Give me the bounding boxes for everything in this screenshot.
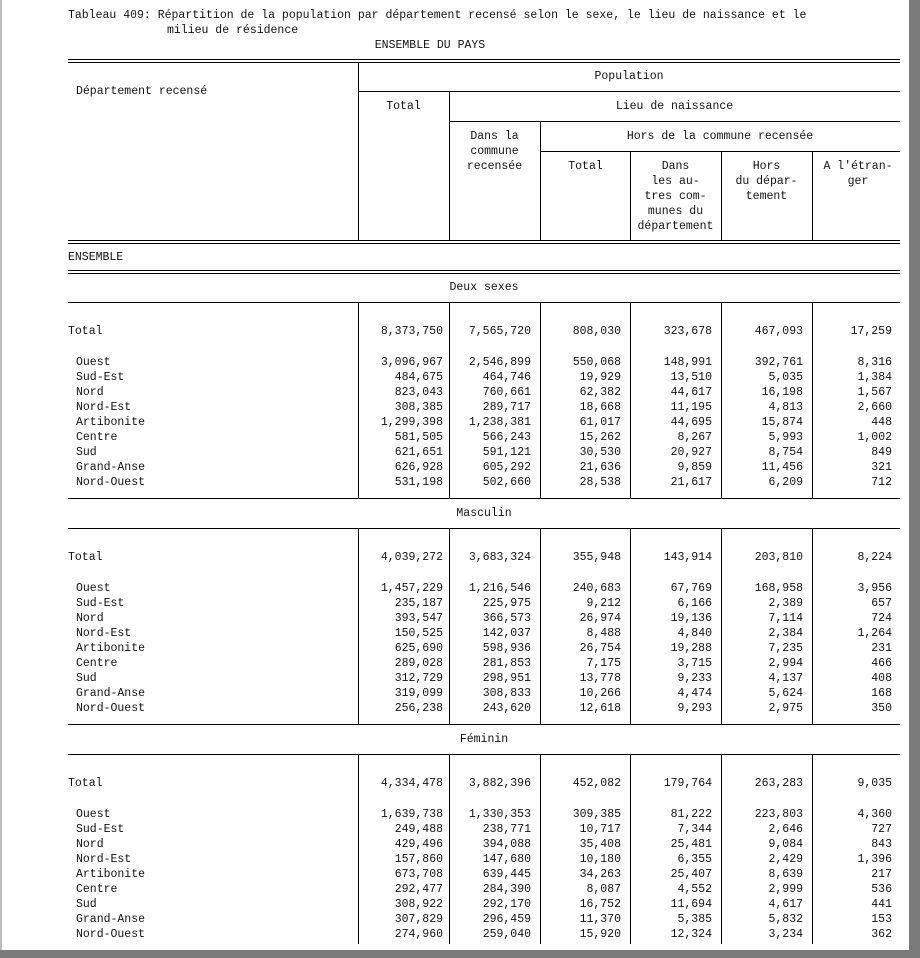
header-dans-autres-5: département	[637, 220, 714, 233]
table-cell: 15,874	[761, 416, 803, 429]
rule-under-lieu	[449, 121, 900, 122]
table-cell: 34,263	[579, 868, 621, 881]
table-cell: 296,459	[482, 913, 531, 926]
header-hors-total: Total	[568, 160, 603, 173]
section-top-rule	[68, 724, 900, 725]
table-cell: 153	[871, 913, 892, 926]
section-label-rule	[68, 528, 900, 529]
table-cell: 362	[871, 928, 892, 941]
total-cell: 263,283	[754, 777, 803, 790]
table-cell: 11,694	[670, 898, 712, 911]
table-cell: 259,040	[482, 928, 531, 941]
table-cell: 223,803	[754, 808, 803, 821]
table-cell: 625,690	[394, 642, 443, 655]
total-cell: 452,082	[572, 777, 621, 790]
table-cell: 308,922	[394, 898, 443, 911]
table-cell: 598,936	[482, 642, 531, 655]
table-cell: 18,668	[579, 401, 621, 414]
table-cell: 289,717	[482, 401, 531, 414]
department-name: Grand-Anse	[76, 687, 146, 700]
table-cell: 7,114	[768, 612, 803, 625]
table-cell: 168,958	[754, 582, 803, 595]
department-name: Nord-Est	[76, 627, 132, 640]
section-label: Masculin	[456, 507, 512, 520]
total-row-label: Total	[68, 551, 103, 564]
table-cell: 9,293	[677, 702, 712, 715]
table-cell: 4,474	[677, 687, 712, 700]
table-cell: 5,624	[768, 687, 803, 700]
table-cell: 7,235	[768, 642, 803, 655]
table-cell: 16,198	[761, 386, 803, 399]
table-cell: 281,853	[482, 657, 531, 670]
total-cell: 3,882,396	[468, 777, 531, 790]
department-name: Sud	[76, 898, 97, 911]
table-cell: 2,994	[768, 657, 803, 670]
total-cell: 9,035	[857, 777, 892, 790]
table-cell: 1,330,353	[468, 808, 531, 821]
department-name: Artibonite	[76, 416, 146, 429]
table-cell: 4,840	[677, 627, 712, 640]
total-cell: 4,334,478	[380, 777, 443, 790]
table-cell: 238,771	[482, 823, 531, 836]
table-cell: 9,859	[677, 461, 712, 474]
table-cell: 550,068	[572, 356, 621, 369]
table-cell: 536	[871, 883, 892, 896]
header-hors-dept-3: tement	[745, 190, 788, 203]
total-cell: 8,373,750	[380, 325, 443, 338]
table-cell: 1,396	[857, 853, 892, 866]
department-name: Artibonite	[76, 642, 146, 655]
table-cell: 148,991	[663, 356, 712, 369]
total-cell: 808,030	[572, 325, 621, 338]
table-cell: 274,960	[394, 928, 443, 941]
table-cell: 12,618	[579, 702, 621, 715]
table-cell: 6,355	[677, 853, 712, 866]
section-label-rule	[68, 302, 900, 303]
department-name: Nord-Ouest	[76, 928, 146, 941]
table-cell: 225,975	[482, 597, 531, 610]
table-cell: 142,037	[482, 627, 531, 640]
table-cell: 4,813	[768, 401, 803, 414]
table-cell: 5,385	[677, 913, 712, 926]
table-cell: 760,661	[482, 386, 531, 399]
table-cell: 13,778	[579, 672, 621, 685]
table-cell: 466	[871, 657, 892, 670]
table-cell: 843	[871, 838, 892, 851]
table-cell: 8,488	[586, 627, 621, 640]
table-cell: 849	[871, 446, 892, 459]
total-cell: 355,948	[572, 551, 621, 564]
department-name: Nord	[76, 612, 104, 625]
department-name: Nord-Est	[76, 401, 132, 414]
table-cell: 502,660	[482, 476, 531, 489]
table-cell: 62,382	[579, 386, 621, 399]
table-cell: 591,121	[482, 446, 531, 459]
total-cell: 7,565,720	[468, 325, 531, 338]
header-population: Population	[594, 70, 664, 83]
department-name: Ouest	[76, 808, 111, 821]
header-dans-autres-4: munes du	[647, 205, 704, 218]
table-cell: 657	[871, 597, 892, 610]
table-cell: 3,715	[677, 657, 712, 670]
table-cell: 712	[871, 476, 892, 489]
table-cell: 8,754	[768, 446, 803, 459]
table-cell: 292,477	[394, 883, 443, 896]
header-dans-autres-1: Dans	[661, 160, 690, 173]
table-cell: 26,754	[579, 642, 621, 655]
table-cell: 157,860	[394, 853, 443, 866]
table-cell: 26,974	[579, 612, 621, 625]
table-cell: 10,717	[579, 823, 621, 836]
department-name: Sud	[76, 672, 97, 685]
table-cell: 256,238	[394, 702, 443, 715]
table-cell: 10,180	[579, 853, 621, 866]
table-cell: 1,639,738	[380, 808, 443, 821]
header-total: Total	[386, 100, 421, 113]
section-label: Féminin	[459, 733, 509, 746]
table-cell: 350	[871, 702, 892, 715]
header-hors-dept-1: Hors	[752, 160, 781, 173]
table-cell: 1,002	[857, 431, 892, 444]
header-divider	[358, 62, 359, 240]
total-cell: 203,810	[754, 551, 803, 564]
total-row-label: Total	[68, 325, 103, 338]
table-cell: 639,445	[482, 868, 531, 881]
section-top-rule	[68, 498, 900, 499]
table-cell: 1,299,398	[380, 416, 443, 429]
total-cell: 17,259	[850, 325, 892, 338]
table-cell: 67,769	[670, 582, 712, 595]
table-cell: 4,360	[857, 808, 892, 821]
table-cell: 35,408	[579, 838, 621, 851]
table-cell: 2,660	[857, 401, 892, 414]
table-cell: 6,166	[677, 597, 712, 610]
header-dans-autres-2: les au-	[651, 175, 700, 188]
table-cell: 3,096,967	[380, 356, 443, 369]
table-cell: 621,651	[394, 446, 443, 459]
table-cell: 5,035	[768, 371, 803, 384]
table-cell: 10,266	[579, 687, 621, 700]
table-cell: 30,530	[579, 446, 621, 459]
table-cell: 289,028	[394, 657, 443, 670]
table-cell: 28,538	[579, 476, 621, 489]
window-border-bottom	[0, 950, 920, 958]
total-cell: 467,093	[754, 325, 803, 338]
table-cell: 19,136	[670, 612, 712, 625]
department-name: Sud	[76, 446, 97, 459]
table-cell: 724	[871, 612, 892, 625]
table-cell: 13,510	[670, 371, 712, 384]
department-name: Sud-Est	[76, 597, 125, 610]
table-cell: 673,708	[394, 868, 443, 881]
header-hors-commune: Hors de la commune recensée	[626, 130, 814, 143]
table-cell: 292,170	[482, 898, 531, 911]
total-cell: 4,039,272	[380, 551, 443, 564]
table-cell: 4,137	[768, 672, 803, 685]
table-cell: 25,481	[670, 838, 712, 851]
table-cell: 150,525	[394, 627, 443, 640]
table-cell: 2,429	[768, 853, 803, 866]
table-cell: 2,384	[768, 627, 803, 640]
table-cell: 11,370	[579, 913, 621, 926]
department-name: Centre	[76, 883, 118, 896]
table-cell: 235,187	[394, 597, 443, 610]
table-cell: 312,729	[394, 672, 443, 685]
total-cell: 3,683,324	[468, 551, 531, 564]
table-cell: 243,620	[482, 702, 531, 715]
table-cell: 8,267	[677, 431, 712, 444]
table-cell: 25,407	[670, 868, 712, 881]
department-name: Ouest	[76, 356, 111, 369]
table-cell: 1,264	[857, 627, 892, 640]
section-label-rule	[68, 754, 900, 755]
table-cell: 19,929	[579, 371, 621, 384]
department-name: Artibonite	[76, 868, 146, 881]
department-name: Nord-Ouest	[76, 702, 146, 715]
department-name: Grand-Anse	[76, 913, 146, 926]
window-border-right	[909, 0, 920, 958]
table-cell: 1,567	[857, 386, 892, 399]
table-cell: 44,695	[670, 416, 712, 429]
table-cell: 394,088	[482, 838, 531, 851]
table-cell: 15,920	[579, 928, 621, 941]
total-cell: 8,224	[857, 551, 892, 564]
section-label: Deux sexes	[449, 281, 519, 294]
header-etranger-1: A l'étran-	[823, 160, 893, 173]
header-dans-autres-3: tres com-	[644, 190, 707, 203]
table-cell: 15,262	[579, 431, 621, 444]
table-cell: 7,344	[677, 823, 712, 836]
table-cell: 484,675	[394, 371, 443, 384]
table-cell: 3,956	[857, 582, 892, 595]
table-cell: 1,457,229	[380, 582, 443, 595]
table-cell: 11,456	[761, 461, 803, 474]
table-cell: 9,233	[677, 672, 712, 685]
table-cell: 21,617	[670, 476, 712, 489]
table-cell: 4,617	[768, 898, 803, 911]
table-cell: 12,324	[670, 928, 712, 941]
table-cell: 81,222	[670, 808, 712, 821]
table-cell: 249,488	[394, 823, 443, 836]
table-cell: 8,639	[768, 868, 803, 881]
table-cell: 319,099	[394, 687, 443, 700]
milieu-rule	[68, 270, 900, 274]
table-cell: 2,999	[768, 883, 803, 896]
table-cell: 626,928	[394, 461, 443, 474]
table-cell: 441	[871, 898, 892, 911]
table-cell: 147,680	[482, 853, 531, 866]
table-cell: 16,752	[579, 898, 621, 911]
header-dans-commune-2: commune	[470, 145, 519, 158]
table-cell: 5,993	[768, 431, 803, 444]
table-cell: 2,646	[768, 823, 803, 836]
window-border-left	[0, 0, 2, 958]
header-dans-commune-3: recensée	[466, 160, 523, 173]
table-cell: 392,761	[754, 356, 803, 369]
header-dans-commune-1: Dans la	[470, 130, 519, 143]
department-name: Ouest	[76, 582, 111, 595]
department-name: Centre	[76, 657, 118, 670]
header-hors-dept-2: du dépar-	[735, 175, 798, 188]
table-cell: 21,636	[579, 461, 621, 474]
table-cell: 7,175	[586, 657, 621, 670]
table-cell: 20,927	[670, 446, 712, 459]
table-cell: 217	[871, 868, 892, 881]
department-name: Nord	[76, 386, 104, 399]
table-cell: 308,385	[394, 401, 443, 414]
department-name: Sud-Est	[76, 371, 125, 384]
department-name: Grand-Anse	[76, 461, 146, 474]
table-cell: 321	[871, 461, 892, 474]
table-cell: 1,384	[857, 371, 892, 384]
table-cell: 168	[871, 687, 892, 700]
department-name: Sud-Est	[76, 823, 125, 836]
table-cell: 8,087	[586, 883, 621, 896]
table-title-continued: milieu de résidence	[167, 24, 299, 37]
table-cell: 2,389	[768, 597, 803, 610]
total-row-label: Total	[68, 777, 103, 790]
table-cell: 9,212	[586, 597, 621, 610]
table-cell: 6,209	[768, 476, 803, 489]
table-cell: 408	[871, 672, 892, 685]
table-cell: 240,683	[572, 582, 621, 595]
department-name: Nord-Est	[76, 853, 132, 866]
table-cell: 531,198	[394, 476, 443, 489]
total-cell: 323,678	[663, 325, 712, 338]
table-cell: 823,043	[394, 386, 443, 399]
table-cell: 429,496	[394, 838, 443, 851]
department-name: Nord-Ouest	[76, 476, 146, 489]
department-name: Centre	[76, 431, 118, 444]
table-cell: 3,234	[768, 928, 803, 941]
table-cell: 284,390	[482, 883, 531, 896]
rule-under-hors	[540, 151, 900, 152]
table-cell: 9,084	[768, 838, 803, 851]
header-lieu-naissance: Lieu de naissance	[615, 100, 734, 113]
table-cell: 1,238,381	[468, 416, 531, 429]
table-cell: 566,243	[482, 431, 531, 444]
total-cell: 143,914	[663, 551, 712, 564]
header-departement: Département recensé	[76, 85, 208, 98]
table-cell: 581,505	[394, 431, 443, 444]
table-cell: 309,385	[572, 808, 621, 821]
table-cell: 11,195	[670, 401, 712, 414]
header-bottom-rule	[68, 240, 900, 244]
table-title: Tableau 409: Répartition de la population par département recensé selon le sexe, le lieu de naissance et le	[68, 9, 807, 22]
table-cell: 2,975	[768, 702, 803, 715]
table-cell: 61,017	[579, 416, 621, 429]
table-cell: 4,552	[677, 883, 712, 896]
table-cell: 2,546,899	[468, 356, 531, 369]
table-cell: 8,316	[857, 356, 892, 369]
rule-under-population	[358, 91, 900, 92]
total-cell: 179,764	[663, 777, 712, 790]
table-cell: 464,746	[482, 371, 531, 384]
table-cell: 393,547	[394, 612, 443, 625]
table-cell: 298,951	[482, 672, 531, 685]
table-cell: 448	[871, 416, 892, 429]
table-cell: 366,573	[482, 612, 531, 625]
table-cell: 307,829	[394, 913, 443, 926]
table-subtitle: ENSEMBLE DU PAYS	[374, 39, 486, 52]
department-name: Nord	[76, 838, 104, 851]
table-cell: 727	[871, 823, 892, 836]
table-cell: 1,216,546	[468, 582, 531, 595]
table-cell: 5,832	[768, 913, 803, 926]
milieu-label: ENSEMBLE	[68, 251, 124, 264]
table-cell: 605,292	[482, 461, 531, 474]
table-cell: 308,833	[482, 687, 531, 700]
header-top-rule	[68, 59, 900, 63]
header-etranger-2: ger	[847, 175, 869, 188]
table-cell: 44,617	[670, 386, 712, 399]
table-cell: 19,288	[670, 642, 712, 655]
table-cell: 231	[871, 642, 892, 655]
